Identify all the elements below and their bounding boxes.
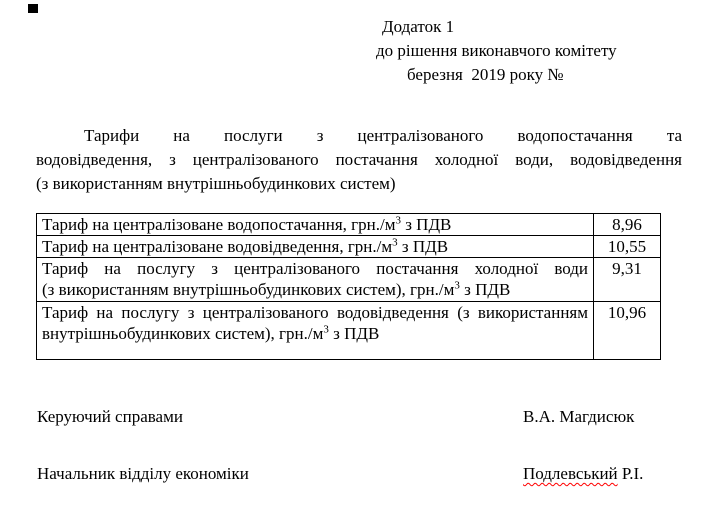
cubic-meter-superscript: 3 [392, 236, 398, 249]
tariff-label-cell [37, 302, 594, 360]
tariff-label-text: Тариф на централізоване водовідведення, грн./м [42, 237, 393, 256]
tariff-label-line1: Тариф на послугу з централізованого постачання холодної води [42, 259, 588, 278]
black-square-marker-icon [28, 4, 38, 13]
spellcheck-underlined-name: Подлевський [523, 464, 618, 483]
tariff-label-cell [37, 214, 594, 236]
tariff-label-text: з ПДВ [328, 324, 380, 343]
appendix-header-line1: Додаток 1 [382, 17, 455, 36]
tariff-label-cell [37, 236, 594, 258]
signature-title-manager: Керуючий справами [37, 407, 183, 426]
signature-name-economy-head [523, 464, 643, 484]
tariff-label-line2 [42, 323, 588, 344]
tariff-label-text: з ПДВ [400, 215, 452, 234]
tariff-label-line1: Тариф на послугу з централізованого водовідведення (з використанням [42, 303, 588, 322]
tariff-table [36, 213, 661, 360]
tariff-value-cell: 10,96 [594, 302, 661, 360]
tariff-label-cell [37, 258, 594, 302]
tariff-label-text: з ПДВ [397, 237, 449, 256]
tariff-value-cell: 10,55 [594, 236, 661, 258]
table-row [37, 214, 661, 236]
appendix-header-line3: березня 2019 року № [407, 65, 564, 84]
cubic-meter-superscript: 3 [323, 323, 329, 336]
table-row [37, 258, 661, 302]
tariff-label-text: внутрішньобудинкових систем), грн./м [42, 324, 324, 343]
intro-line1: Тарифи на послуги з централізованого водопостачання та [84, 126, 682, 145]
tariff-label-line2 [42, 279, 588, 300]
table-row [37, 302, 661, 360]
appendix-header-line2: до рішення виконавчого комітету [376, 41, 617, 60]
signature-name-manager: В.А. Магдисюк [523, 407, 635, 426]
signature-initials: Р.І. [617, 464, 644, 483]
tariff-label-text: (з використанням внутрішньобудинкових систем), грн./м [42, 280, 455, 299]
table-row [37, 236, 661, 258]
cubic-meter-superscript: 3 [454, 279, 460, 292]
tariff-value-cell: 9,31 [594, 258, 661, 302]
tariff-label-text: Тариф на централізоване водопостачання, грн./м [42, 215, 396, 234]
intro-line3: (з використанням внутрішньобудинкових систем) [36, 174, 396, 193]
signature-title-economy-head: Начальник відділу економіки [37, 464, 249, 483]
intro-line2: водовідведення, з централізованого постачання холодної води, водовідведення [36, 150, 682, 169]
tariff-label-text: з ПДВ [459, 280, 511, 299]
intro-paragraph [36, 124, 682, 196]
cubic-meter-superscript: 3 [395, 214, 401, 227]
appendix-header [376, 15, 617, 87]
tariff-value-cell: 8,96 [594, 214, 661, 236]
